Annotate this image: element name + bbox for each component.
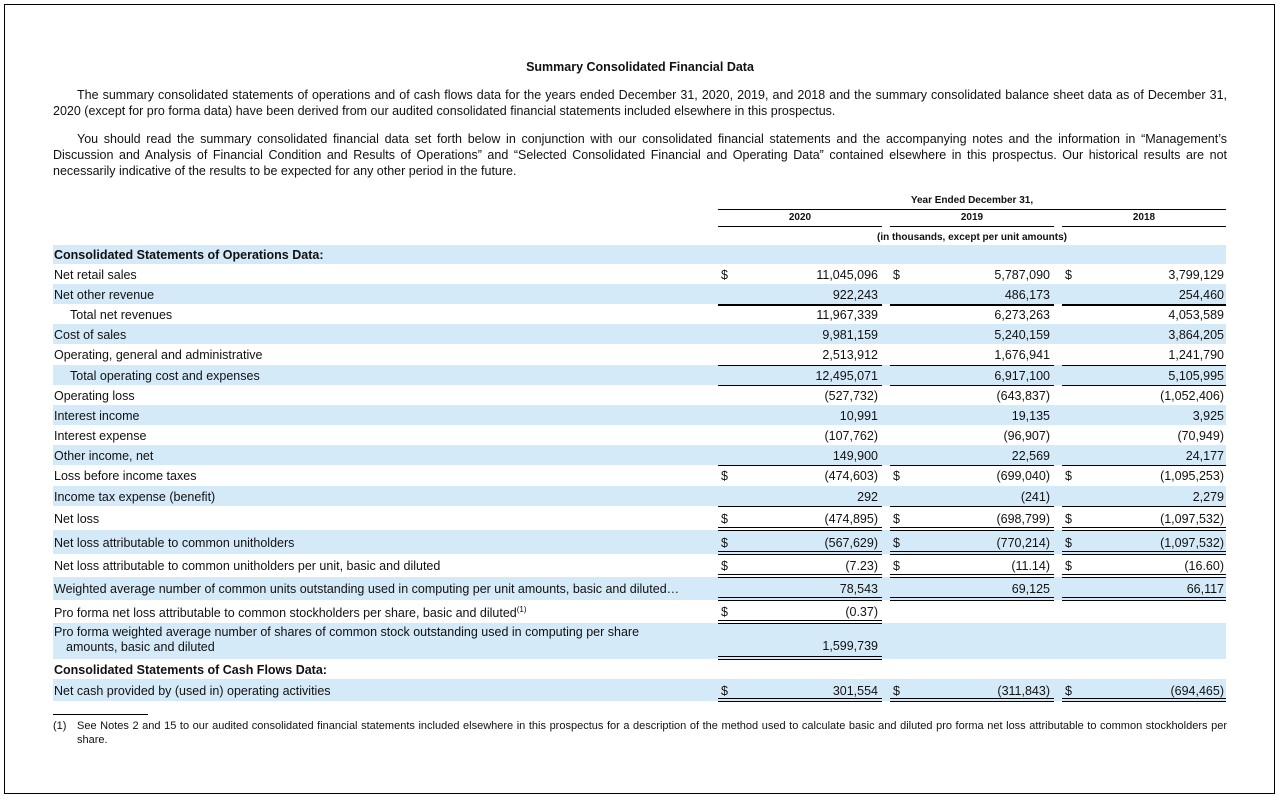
cell-value-2020: (107,762) xyxy=(824,429,878,443)
cell-value-2020: 78,543 xyxy=(839,582,878,596)
subtotal-rule xyxy=(718,506,882,507)
currency-symbol: $ xyxy=(1065,559,1072,573)
double-underline xyxy=(1062,597,1226,601)
cell-value-2019: 6,273,263 xyxy=(994,308,1050,322)
double-underline xyxy=(1062,698,1226,702)
cell-value-2018: (1,097,532) xyxy=(1160,512,1224,526)
row-label-text: Pro forma net loss attributable to common stockholders per share, basic and diluted xyxy=(54,606,517,620)
row-label-text: Other income, net xyxy=(54,449,154,463)
cell-value-2018: 2,279 xyxy=(1192,490,1224,504)
cell-value-2020: (527,732) xyxy=(824,389,878,403)
cell-value-2019: 19,135 xyxy=(1011,409,1050,423)
cell-value-2018: (1,052,406) xyxy=(1160,389,1224,403)
year-ended-header: Year Ended December 31, xyxy=(910,195,1034,206)
row-label xyxy=(54,605,527,620)
cell-value-2018: (16.60) xyxy=(1184,559,1224,573)
subtotal-rule xyxy=(890,506,1054,507)
cell-value-2018: 24,177 xyxy=(1185,449,1224,463)
table-row xyxy=(53,465,1226,486)
table-row xyxy=(53,600,1226,623)
cell-value-2018: 3,864,205 xyxy=(1168,328,1224,342)
row-label xyxy=(70,308,172,322)
currency-symbol: $ xyxy=(1065,469,1072,483)
cell-value-2018: (1,095,253) xyxy=(1160,469,1224,483)
currency-symbol: $ xyxy=(721,469,728,483)
cell-value-2020: 1,599,739 xyxy=(822,639,878,653)
cell-value-2018: (1,097,532) xyxy=(1160,536,1224,550)
subtotal-rule xyxy=(1062,506,1226,507)
double-underline xyxy=(718,597,882,601)
row-label-text: Net cash provided by (used in) operating activities xyxy=(54,684,331,698)
row-label-text: Loss before income taxes xyxy=(54,469,197,483)
row-label xyxy=(54,536,294,550)
currency-symbol: $ xyxy=(721,684,728,698)
subtotal-rule xyxy=(718,305,882,306)
cell-value-2018: 66,117 xyxy=(1186,582,1224,596)
cell-value-2020: 10,991 xyxy=(839,409,878,423)
double-underline xyxy=(1062,527,1226,531)
cell-value-2019: (770,214) xyxy=(996,536,1050,550)
row-label xyxy=(54,490,215,504)
subtotal-rule xyxy=(1062,385,1226,386)
table-row xyxy=(53,365,1226,385)
cell-value-2020: (7.23) xyxy=(845,559,878,573)
cell-value-2019: 5,787,090 xyxy=(994,268,1050,282)
cell-value-2019: (643,837) xyxy=(996,389,1050,403)
section-title xyxy=(54,248,323,262)
cell-value-2020: 11,045,096 xyxy=(816,268,878,282)
footnote-rule xyxy=(53,714,148,715)
cell-value-2020: 149,900 xyxy=(832,449,878,463)
cell-value-2020: 12,495,071 xyxy=(815,369,878,383)
table-row xyxy=(53,425,1226,445)
table-row xyxy=(53,324,1226,344)
year-underline-2020 xyxy=(718,226,882,227)
column-header-2020: 2020 xyxy=(788,212,812,223)
row-label-text: Net retail sales xyxy=(54,268,137,282)
cell-value-2018: 1,241,790 xyxy=(1168,348,1224,362)
row-label-text: Weighted average number of common units outstanding used in computing per unit amounts, basic and diluted… xyxy=(54,582,680,596)
row-label xyxy=(54,348,262,362)
double-underline xyxy=(890,597,1054,601)
table-row xyxy=(53,304,1226,324)
cell-value-2019: (699,040) xyxy=(996,469,1050,483)
currency-symbol: $ xyxy=(893,512,900,526)
cell-value-2020: 922,243 xyxy=(832,288,878,302)
currency-symbol: $ xyxy=(721,605,728,619)
footnote-reference: (1) xyxy=(516,605,527,614)
year-underline-2018 xyxy=(1062,226,1226,227)
cell-value-2019: (11.14) xyxy=(1011,559,1050,573)
underline xyxy=(1062,365,1226,366)
double-underline xyxy=(718,620,882,624)
units-note: (in thousands, except per unit amounts) xyxy=(876,232,1067,243)
cell-value-2019: 1,676,941 xyxy=(994,348,1050,362)
row-label-text: Operating loss xyxy=(54,389,135,403)
subtotal-rule xyxy=(718,465,882,466)
currency-symbol: $ xyxy=(1065,684,1072,698)
subtotal-rule xyxy=(1062,465,1226,466)
row-label-line: amounts, basic and diluted xyxy=(66,640,215,654)
currency-symbol: $ xyxy=(1065,536,1072,550)
cell-value-2020: 11,967,339 xyxy=(816,308,878,322)
row-label xyxy=(54,559,440,573)
subtotal-rule xyxy=(890,465,1054,466)
double-underline xyxy=(890,574,1054,578)
column-header-2018: 2018 xyxy=(1132,212,1156,223)
row-label-text: Net loss attributable to common unitholders per unit, basic and diluted xyxy=(54,559,441,573)
cell-value-2019: (311,843) xyxy=(997,684,1050,698)
table-row xyxy=(53,486,1226,506)
section-header-row xyxy=(53,659,1226,679)
cell-value-2020: (474,895) xyxy=(824,512,878,526)
cell-value-2020: 301,554 xyxy=(832,684,878,698)
currency-symbol: $ xyxy=(721,559,728,573)
row-label xyxy=(54,389,135,403)
year-underline-2019 xyxy=(890,226,1054,227)
header-rule xyxy=(718,209,1226,210)
table-row xyxy=(53,445,1226,465)
cell-value-2020: 9,981,159 xyxy=(822,328,878,342)
double-underline xyxy=(718,551,882,555)
table-row xyxy=(53,344,1226,365)
cell-value-2020: 2,513,912 xyxy=(822,348,878,362)
row-label-text: Net loss attributable to common unitholders xyxy=(54,536,295,550)
column-header-2019: 2019 xyxy=(960,212,984,223)
subtotal-rule xyxy=(718,385,882,386)
row-label-text: Total operating cost and expenses xyxy=(70,369,260,383)
cell-value-2020: 292 xyxy=(857,490,878,504)
cell-value-2019: 6,917,100 xyxy=(994,369,1050,383)
row-label xyxy=(54,449,153,463)
table-row xyxy=(53,405,1226,425)
row-label xyxy=(54,684,331,698)
table-row xyxy=(53,284,1226,304)
cell-value-2018: (70,949) xyxy=(1177,429,1224,443)
row-label xyxy=(54,429,146,443)
double-underline xyxy=(1062,574,1226,578)
row-label-text: Net other revenue xyxy=(54,288,155,302)
double-underline xyxy=(890,551,1054,555)
cell-value-2020: (0.37) xyxy=(845,605,878,619)
row-label xyxy=(54,288,154,302)
row-label-text: Total net revenues xyxy=(70,308,173,322)
currency-symbol: $ xyxy=(893,268,900,282)
row-label xyxy=(54,582,679,596)
underline xyxy=(890,365,1054,366)
currency-symbol: $ xyxy=(721,536,728,550)
double-underline xyxy=(890,527,1054,531)
underline xyxy=(718,365,882,366)
footnote xyxy=(53,719,1227,747)
cell-value-2019: (241) xyxy=(1020,490,1050,504)
row-label-text: Interest expense xyxy=(54,429,147,443)
row-label-text: Consolidated Statements of Cash Flows Data: xyxy=(54,663,327,677)
row-label xyxy=(54,625,639,655)
cell-value-2019: (698,799) xyxy=(996,512,1050,526)
row-label-text: Operating, general and administrative xyxy=(54,348,263,362)
double-underline xyxy=(718,574,882,578)
currency-symbol: $ xyxy=(721,268,728,282)
cell-value-2019: 69,125 xyxy=(1011,582,1050,596)
cell-value-2019: 486,173 xyxy=(1004,288,1050,302)
currency-symbol: $ xyxy=(893,469,900,483)
cell-value-2019: (96,907) xyxy=(1003,429,1050,443)
subtotal-rule xyxy=(890,305,1054,306)
table-row xyxy=(53,264,1226,284)
currency-symbol: $ xyxy=(893,536,900,550)
subtotal-rule xyxy=(890,385,1054,386)
cell-value-2020: (567,629) xyxy=(824,536,878,550)
subtotal-rule xyxy=(1062,305,1226,306)
cell-value-2018: 3,799,129 xyxy=(1168,268,1224,282)
double-underline xyxy=(718,527,882,531)
cell-value-2018: 4,053,589 xyxy=(1168,308,1224,322)
row-label xyxy=(54,328,126,342)
currency-symbol: $ xyxy=(893,684,900,698)
row-label-text: Income tax expense (benefit) xyxy=(54,490,216,504)
double-underline xyxy=(1062,551,1226,555)
footnote-mark: (1) xyxy=(53,720,67,732)
cell-value-2019: 5,240,159 xyxy=(994,328,1050,342)
row-label-text: Consolidated Statements of Operations Data: xyxy=(54,248,324,262)
row-label xyxy=(54,469,196,483)
double-underline xyxy=(718,656,882,660)
double-underline xyxy=(890,698,1054,702)
section-header-row xyxy=(53,245,1226,264)
cell-value-2018: 5,105,995 xyxy=(1168,369,1224,383)
cell-value-2018: (694,465) xyxy=(1170,684,1224,698)
row-label xyxy=(54,512,99,526)
reading-guidance-paragraph: You should read the summary consolidated financial data set forth below in conjunction with our consolidated financial statements and the accompanying notes and the information in “Management’s Discussion and Analysis of Financial Condition and Results of Operations” and “Selected Consolidated Financial and Operating Data” contained elsewhere in this prospectus. Our historical results are not necessarily indicative of the results to be expected for any other period in the future. xyxy=(53,132,1227,178)
double-underline xyxy=(718,698,882,702)
document-title: Summary Consolidated Financial Data xyxy=(526,60,754,74)
cell-value-2018: 254,460 xyxy=(1178,288,1224,302)
row-label-line: Pro forma weighted average number of shares of common stock outstanding used in computing per share xyxy=(54,625,640,639)
footnote-text: See Notes 2 and 15 to our audited consolidated financial statements included elsewhere in this prospectus for a description of the method used to calculate basic and diluted pro forma net loss attributable to common stockholders per share. xyxy=(77,720,1227,746)
currency-symbol: $ xyxy=(721,512,728,526)
cell-value-2020: (474,603) xyxy=(824,469,878,483)
row-label-text: Cost of sales xyxy=(54,328,127,342)
currency-symbol: $ xyxy=(1065,512,1072,526)
row-label-text: Net loss xyxy=(54,512,100,526)
row-label-text: Interest income xyxy=(54,409,140,423)
cell-value-2018: 3,925 xyxy=(1192,409,1224,423)
row-label xyxy=(54,409,139,423)
row-label xyxy=(54,268,137,282)
table-row xyxy=(53,623,1226,659)
currency-symbol: $ xyxy=(893,559,900,573)
cell-value-2019: 22,569 xyxy=(1011,449,1050,463)
currency-symbol: $ xyxy=(1065,268,1072,282)
section-title xyxy=(54,663,327,677)
row-label xyxy=(70,369,260,383)
table-row xyxy=(53,385,1226,405)
intro-paragraph: The summary consolidated statements of operations and of cash flows data for the years ended December 31, 2020, 2019, and 2018 and the summary consolidated balance sheet data as of December 31, 2020 (except for pro forma data) have been derived from our audited consolidated financial statements included elsewhere in this prospectus. xyxy=(53,88,1227,118)
